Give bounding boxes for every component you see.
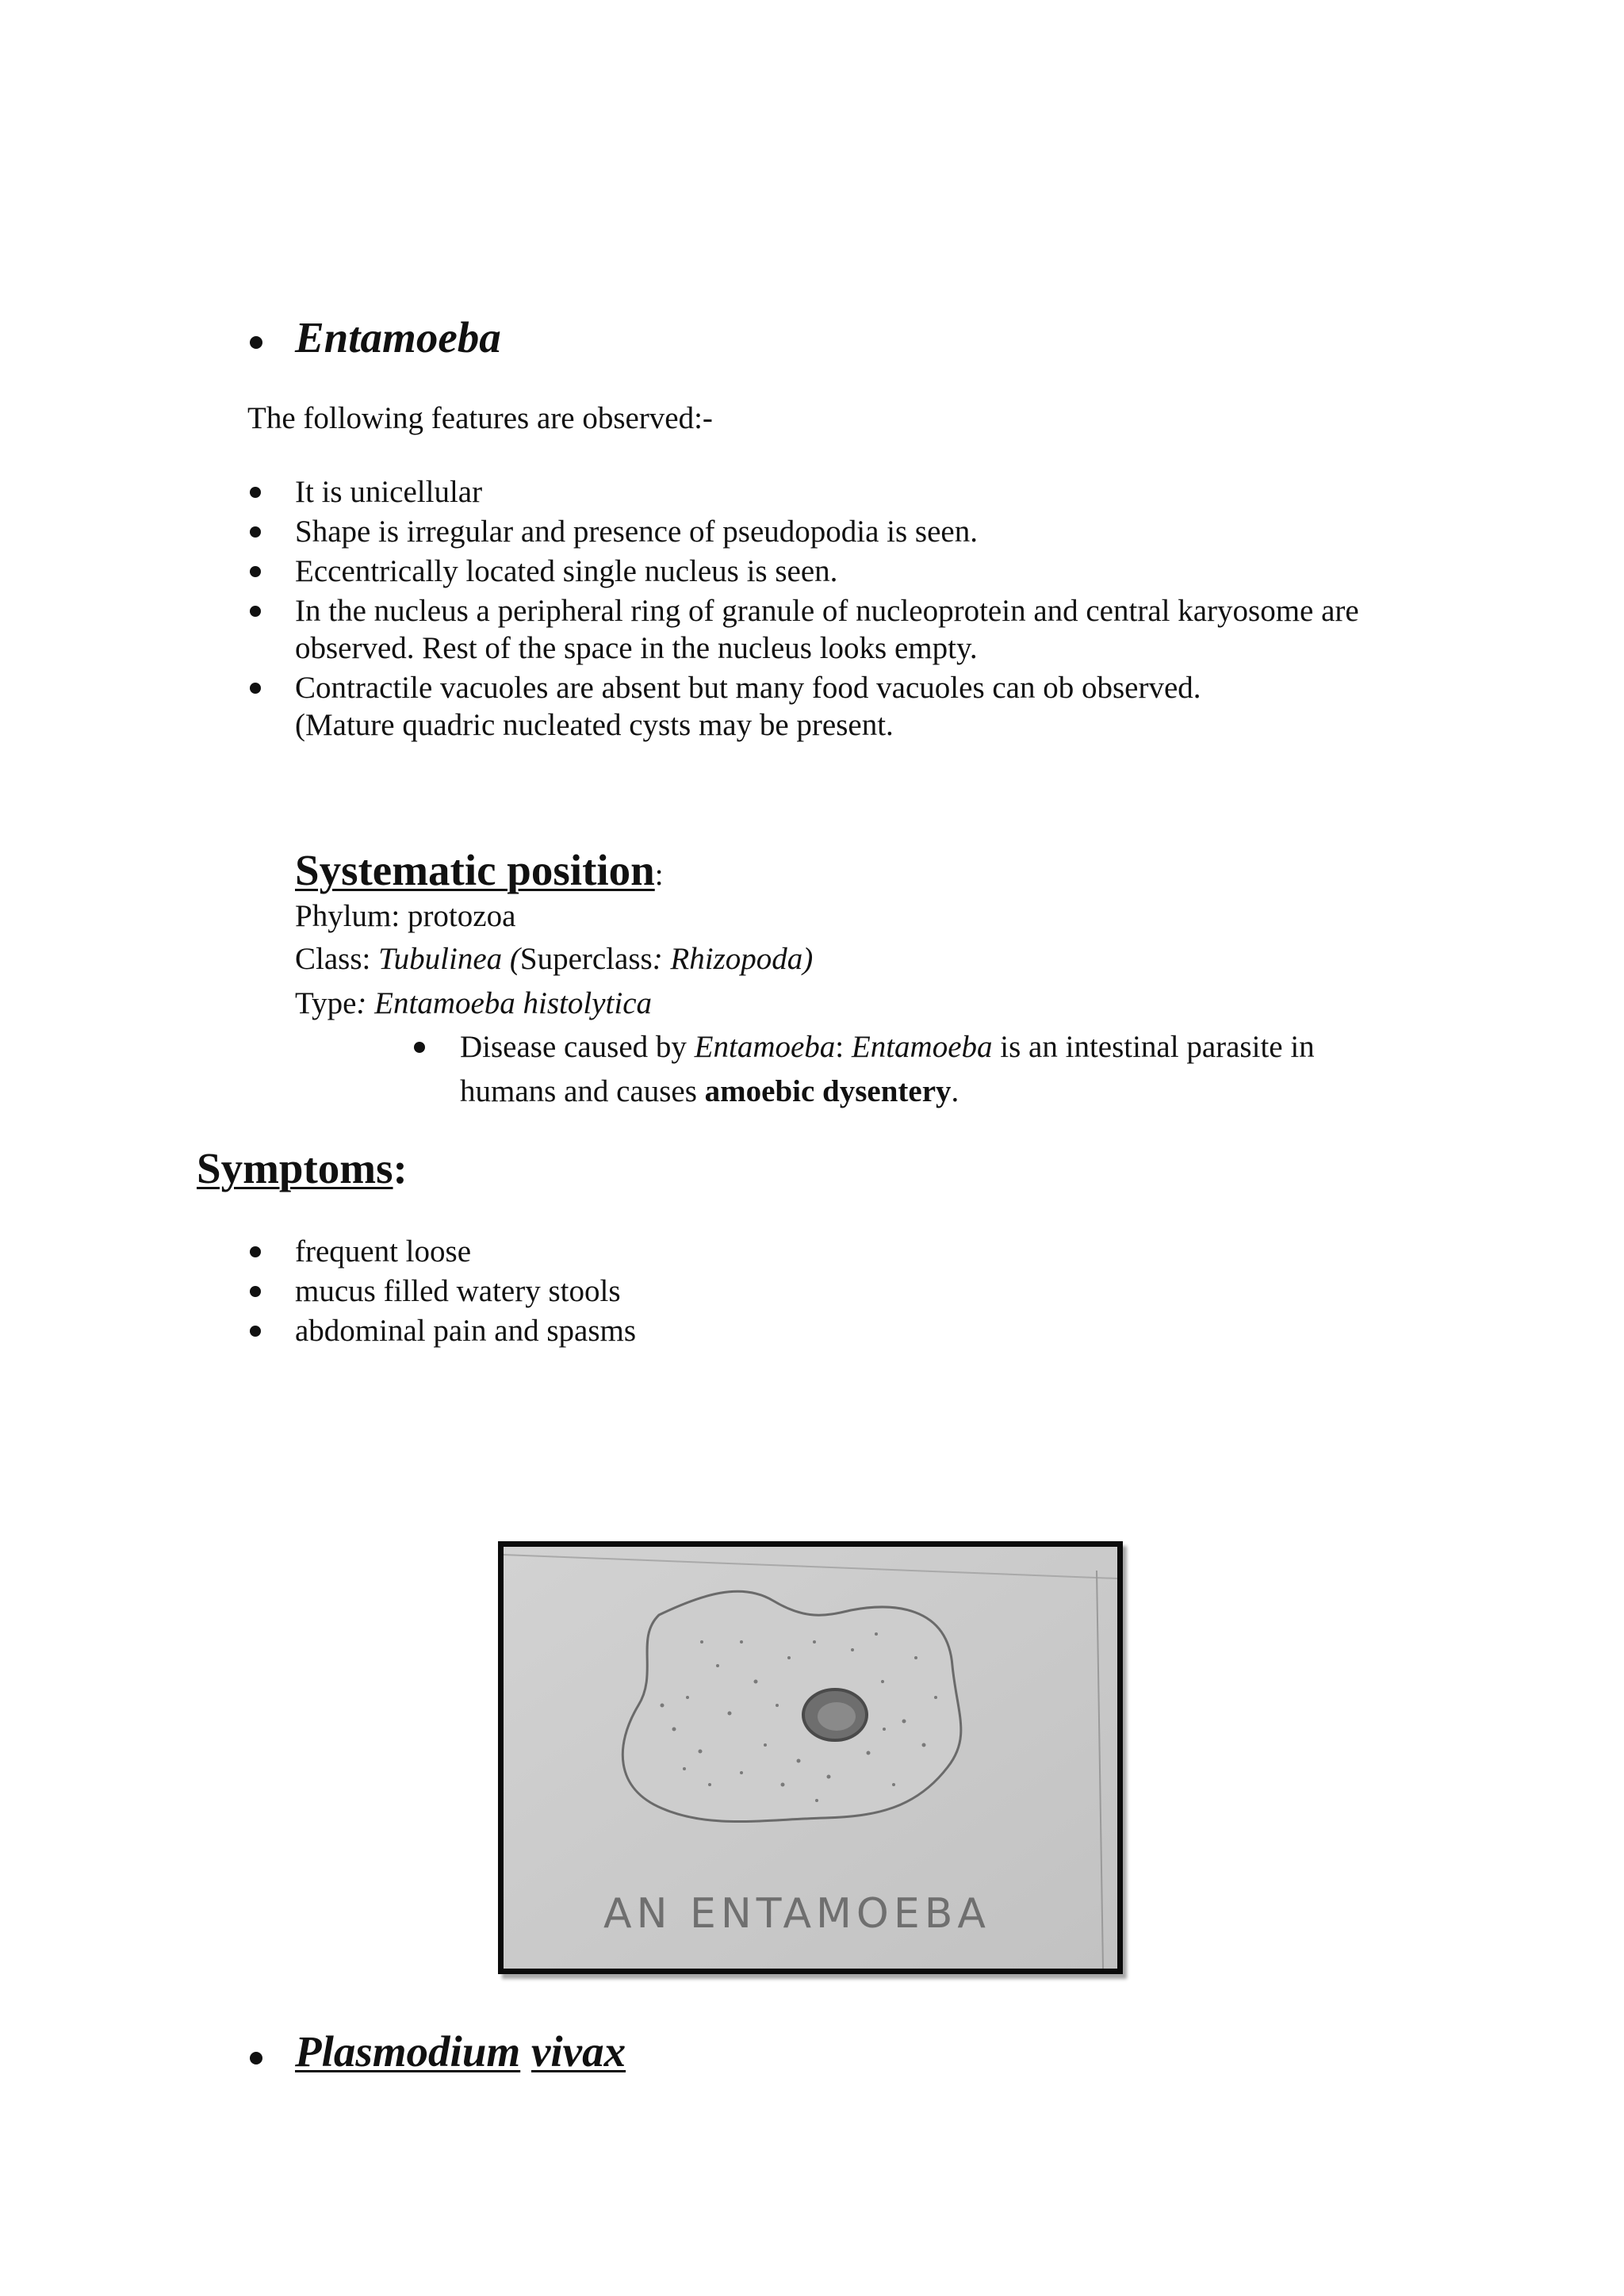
heading-colon: :	[654, 858, 664, 892]
bullet-icon	[250, 566, 261, 577]
superclass-label: Superclass	[519, 942, 653, 976]
systematic-position-label: Systematic position	[295, 846, 655, 894]
disease-line-1	[460, 1027, 1315, 1066]
entamoeba-drawing-figure	[498, 1541, 1123, 1974]
symptom-item: abdominal pain and spasms	[295, 1314, 637, 1348]
class-name: Tubulinea (	[378, 942, 520, 976]
feature-item: It is unicellular	[295, 475, 483, 509]
disease-text: :	[835, 1030, 852, 1064]
disease-text: .	[951, 1074, 959, 1108]
symptom-item: frequent loose	[295, 1234, 472, 1269]
section-title-plasmodium	[295, 2026, 626, 2076]
systematic-position-heading	[295, 845, 664, 895]
disease-text: is an intestinal parasite in	[992, 1030, 1315, 1064]
feature-item: Shape is irregular and presence of pseudopodia is seen.	[295, 515, 978, 549]
heading-colon: :	[393, 1144, 408, 1192]
bullet-icon	[250, 2052, 262, 2064]
section-title-entamoeba: Entamoeba	[295, 313, 501, 362]
symptom-item: mucus filled watery stools	[295, 1274, 621, 1308]
superclass-name: : Rhizopoda)	[652, 942, 814, 976]
feature-item-continuation: (Mature quadric nucleated cysts may be present.	[295, 708, 894, 742]
phylum-line: Phylum: protozoa	[295, 899, 516, 933]
bullet-icon	[250, 1326, 261, 1337]
class-line	[295, 939, 813, 978]
disease-text: Disease caused by	[460, 1030, 695, 1064]
type-prefix: Type	[295, 986, 357, 1020]
type-name: : Entamoeba histolytica	[356, 986, 653, 1020]
feature-item: Eccentrically located single nucleus is seen.	[295, 554, 838, 588]
feature-item: In the nucleus a peripheral ring of granule of nucleoprotein and central karyosome are	[295, 594, 1359, 628]
disease-line-2	[460, 1072, 959, 1111]
intro-text: The following features are observed:-	[247, 401, 713, 435]
class-prefix: Class:	[295, 942, 379, 976]
symptoms-heading	[197, 1143, 408, 1193]
disease-name: amoebic dysentery	[704, 1074, 952, 1108]
bullet-icon	[250, 1286, 261, 1297]
bullet-icon	[250, 336, 262, 349]
bullet-icon	[250, 683, 261, 694]
bullet-icon	[250, 526, 261, 538]
disease-text: humans and causes	[460, 1074, 705, 1108]
bullet-icon	[250, 487, 261, 498]
bullet-icon	[414, 1042, 425, 1053]
figure-caption: AN ENTAMOEBA	[603, 1890, 990, 1938]
disease-organism: Entamoeba	[694, 1030, 836, 1064]
bullet-icon	[250, 1246, 261, 1257]
bullet-icon	[250, 606, 261, 617]
title-genus: Plasmodium	[295, 2027, 521, 2076]
symptoms-label: Symptoms	[197, 1144, 393, 1192]
disease-organism: Entamoeba	[851, 1030, 993, 1064]
entamoeba-drawing	[504, 1547, 1117, 1969]
feature-item: Contractile vacuoles are absent but many food vacuoles can ob observed.	[295, 671, 1201, 705]
feature-item-continuation: observed. Rest of the space in the nucleus looks empty.	[295, 631, 978, 665]
type-line	[295, 984, 652, 1023]
title-species: vivax	[530, 2027, 626, 2076]
